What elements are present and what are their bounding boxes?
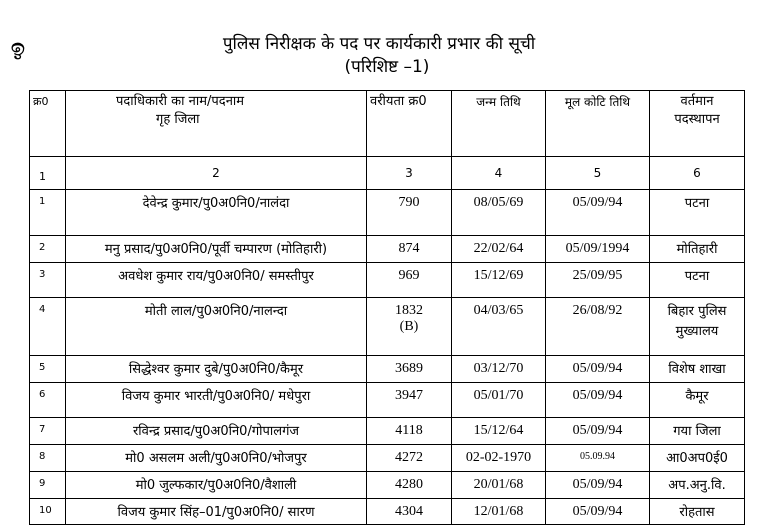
row-posting-value: विशेष शाखा	[668, 362, 726, 377]
table-row	[30, 445, 745, 472]
column-number: 6	[650, 157, 745, 190]
row-seniority	[367, 356, 452, 383]
row-sl: 2	[30, 236, 66, 263]
row-posting	[650, 418, 745, 445]
row-dob: 02-02-1970	[452, 445, 546, 472]
header-seniority: वरीयता क्र0	[367, 91, 452, 157]
row-seniority-value: 3947	[395, 388, 423, 403]
row-seniority-note: (B)	[399, 319, 419, 334]
row-name: विजय कुमार सिंह–01/पु0अ0नि0/ सारण	[66, 499, 367, 525]
row-sl: 8	[30, 445, 66, 472]
header-posting	[650, 91, 745, 157]
row-sl: 9	[30, 472, 66, 499]
row-posting	[650, 298, 745, 356]
row-dob: 08/05/69	[452, 190, 546, 236]
row-seniority-value: 790	[398, 195, 420, 210]
row-name: मोती लाल/पु0अ0नि0/नालन्दा	[66, 298, 367, 356]
table-row	[30, 190, 745, 236]
table-row	[30, 499, 745, 525]
page-title: पुलिस निरीक्षक के पद पर कार्यकारी प्रभार की सूची	[222, 34, 536, 54]
table-row	[30, 236, 745, 263]
row-cadre-date: 05/09/1994	[546, 236, 650, 263]
row-dob: 05/01/70	[452, 383, 546, 418]
row-posting	[650, 445, 745, 472]
row-name: मो0 असलम अली/पु0अ0नि0/भोजपुर	[66, 445, 367, 472]
header-name	[66, 91, 367, 157]
row-cadre-date: 05/09/94	[546, 190, 650, 236]
row-posting-value: रोहतास	[679, 505, 715, 520]
row-sl: 4	[30, 298, 66, 356]
row-cadre-date: 05/09/94	[546, 472, 650, 499]
table-row	[30, 472, 745, 499]
page-subtitle: (परिशिष्ट –1)	[344, 57, 430, 77]
header-row	[30, 91, 745, 157]
row-sl: 6	[30, 383, 66, 418]
row-posting-value: आ0अप0ई0	[666, 451, 728, 466]
header-cadre-date: मूल कोटि तिथि	[546, 91, 650, 157]
table-row	[30, 383, 745, 418]
row-posting-value: कैमूर	[685, 389, 709, 404]
column-number: 1	[30, 157, 66, 190]
table-row	[30, 356, 745, 383]
row-sl: 3	[30, 263, 66, 298]
corner-mark: ඉ	[11, 36, 25, 61]
column-number: 2	[66, 157, 367, 190]
row-seniority-value: 874	[398, 241, 420, 256]
row-posting-value: बिहार पुलिस	[667, 304, 727, 319]
header-dob: जन्म तिथि	[452, 91, 546, 157]
row-sl: 10	[30, 499, 66, 525]
header-name-line2: गृह जिला	[156, 112, 200, 127]
row-seniority	[367, 190, 452, 236]
row-dob: 15/12/64	[452, 418, 546, 445]
row-dob: 12/01/68	[452, 499, 546, 525]
row-seniority	[367, 445, 452, 472]
table-row	[30, 298, 745, 356]
row-dob: 03/12/70	[452, 356, 546, 383]
row-cadre-date: 05/09/94	[546, 356, 650, 383]
row-name: मनु प्रसाद/पु0अ0नि0/पूर्वी चम्पारण (मोतिहारी)	[66, 236, 367, 263]
row-dob: 15/12/69	[452, 263, 546, 298]
row-seniority-value: 4304	[395, 504, 423, 519]
row-seniority	[367, 263, 452, 298]
header-sl: क्र0	[30, 91, 66, 157]
row-posting	[650, 190, 745, 236]
row-seniority-value: 4118	[395, 423, 423, 438]
row-name: सिद्धेश्वर कुमार दुबे/पु0अ0नि0/कैमूर	[66, 356, 367, 383]
row-posting	[650, 236, 745, 263]
row-posting-value: अप.अनु.वि.	[668, 478, 726, 493]
row-seniority-value: 3689	[395, 361, 423, 376]
row-sl: 1	[30, 190, 66, 236]
row-sl: 5	[30, 356, 66, 383]
row-name: देवेन्द्र कुमार/पु0अ0नि0/नालंदा	[66, 190, 367, 236]
row-posting	[650, 472, 745, 499]
row-posting	[650, 499, 745, 525]
row-posting	[650, 263, 745, 298]
row-seniority	[367, 418, 452, 445]
row-seniority	[367, 298, 452, 356]
table-row	[30, 263, 745, 298]
row-name: मो0 जुल्फकार/पु0अ0नि0/वैशाली	[66, 472, 367, 499]
row-dob: 04/03/65	[452, 298, 546, 356]
row-seniority-value: 4272	[395, 450, 423, 465]
row-cadre-date: 05.09.94	[546, 445, 650, 472]
header-name-line1: पदाधिकारी का नाम/पदनाम	[116, 94, 245, 109]
row-sl: 7	[30, 418, 66, 445]
row-seniority	[367, 499, 452, 525]
row-seniority-value: 1832	[395, 303, 423, 318]
row-dob: 22/02/64	[452, 236, 546, 263]
row-dob: 20/01/68	[452, 472, 546, 499]
column-number: 5	[546, 157, 650, 190]
row-posting-value: गया जिला	[673, 424, 721, 439]
row-cadre-date: 05/09/94	[546, 499, 650, 525]
column-number: 3	[367, 157, 452, 190]
table-row	[30, 418, 745, 445]
row-posting	[650, 383, 745, 418]
header-posting-line2: पदस्थापन	[674, 112, 720, 127]
row-posting-note: मुख्यालय	[675, 324, 719, 339]
column-number: 4	[452, 157, 546, 190]
row-cadre-date: 25/09/95	[546, 263, 650, 298]
header-posting-line1: वर्तमान	[680, 94, 714, 109]
row-seniority	[367, 236, 452, 263]
row-seniority	[367, 383, 452, 418]
row-name: रविन्द्र प्रसाद/पु0अ0नि0/गोपालगंज	[66, 418, 367, 445]
row-cadre-date: 05/09/94	[546, 383, 650, 418]
row-cadre-date: 26/08/92	[546, 298, 650, 356]
row-seniority	[367, 472, 452, 499]
row-seniority-value: 4280	[395, 477, 423, 492]
row-posting-value: मोतिहारी	[676, 242, 718, 257]
row-posting-value: पटना	[684, 269, 710, 284]
row-seniority-value: 969	[398, 268, 420, 283]
column-number-row	[30, 157, 745, 190]
officer-list-table	[29, 90, 745, 525]
row-posting	[650, 356, 745, 383]
row-name: अवधेश कुमार राय/पु0अ0नि0/ समस्तीपुर	[66, 263, 367, 298]
row-name: विजय कुमार भारती/पु0अ0नि0/ मधेपुरा	[66, 383, 367, 418]
row-posting-value: पटना	[684, 196, 710, 211]
row-cadre-date: 05/09/94	[546, 418, 650, 445]
